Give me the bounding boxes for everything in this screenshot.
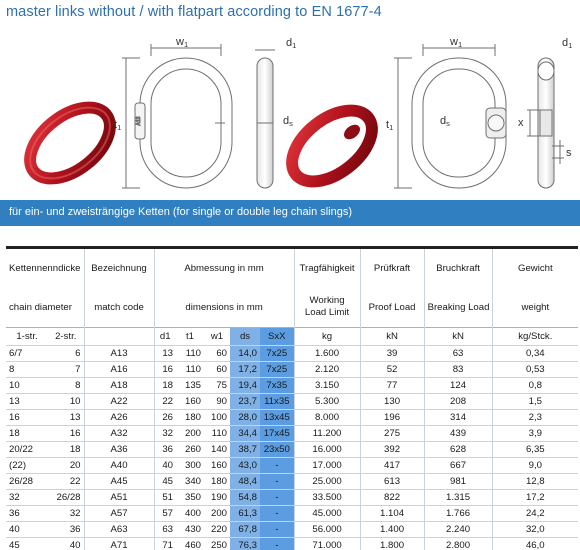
table-cell: 56.000 — [294, 522, 360, 538]
header-code-en: match code — [84, 288, 154, 328]
table-cell: 10 — [6, 378, 48, 394]
table-cell: A63 — [84, 522, 154, 538]
specification-table-wrap — [6, 246, 578, 550]
subheader-sxx: SxX — [260, 328, 294, 346]
table-row — [6, 362, 578, 378]
table-cell: 33.500 — [294, 490, 360, 506]
specification-table — [6, 246, 578, 550]
subheader-kg: kg — [294, 328, 360, 346]
subheader-kn-proof: kN — [360, 328, 424, 346]
table-cell: 1.315 — [424, 490, 492, 506]
header-chain-de: Kettennenndicke — [6, 248, 84, 288]
table-cell: 76,3 — [230, 538, 260, 550]
table-row — [6, 410, 578, 426]
table-cell: 18 — [48, 442, 84, 458]
table-cell: 14,0 — [230, 346, 260, 362]
link-side-left — [255, 50, 275, 188]
table-cell: 124 — [424, 378, 492, 394]
link-outline-right — [394, 44, 506, 188]
label-w1-left: w1 — [176, 36, 189, 49]
label-d1-left: d1 — [286, 37, 297, 50]
table-cell: A40 — [84, 458, 154, 474]
table-cell: 13 — [154, 346, 176, 362]
table-cell: 822 — [360, 490, 424, 506]
table-cell: 77 — [360, 378, 424, 394]
table-cell: 2,3 — [492, 410, 578, 426]
table-cell: 38,7 — [230, 442, 260, 458]
technical-drawing-svg — [0, 28, 580, 198]
table-cell: 0,53 — [492, 362, 578, 378]
table-cell: 1.400 — [360, 522, 424, 538]
table-cell: 54,8 — [230, 490, 260, 506]
table-cell: A57 — [84, 506, 154, 522]
table-cell: 5.300 — [294, 394, 360, 410]
table-cell: 260 — [176, 442, 204, 458]
table-cell: 100 — [204, 410, 230, 426]
header-break-de: Bruchkraft — [424, 248, 492, 288]
table-cell: - — [260, 474, 294, 490]
table-cell: 40 — [48, 538, 84, 550]
table-cell: - — [260, 490, 294, 506]
red-link-right — [279, 96, 385, 195]
table-cell: 32 — [6, 490, 48, 506]
table-cell: A13 — [84, 346, 154, 362]
label-s: s — [566, 147, 572, 159]
table-cell: A16 — [84, 362, 154, 378]
table-cell: 67,8 — [230, 522, 260, 538]
table-cell: 17.000 — [294, 458, 360, 474]
table-row — [6, 490, 578, 506]
table-row — [6, 522, 578, 538]
label-x: x — [518, 117, 524, 129]
table-cell: 32,0 — [492, 522, 578, 538]
table-cell: 45 — [6, 538, 48, 550]
label-d1-right: d1 — [562, 37, 573, 50]
table-cell: 83 — [424, 362, 492, 378]
table-cell: 52 — [360, 362, 424, 378]
table-cell: 63 — [154, 522, 176, 538]
table-cell: 180 — [204, 474, 230, 490]
header-dims-de: Abmessung in mm — [154, 248, 294, 288]
table-cell: 340 — [176, 474, 204, 490]
table-cell: 60 — [204, 362, 230, 378]
header-row-en — [6, 288, 578, 328]
header-chain-en: chain diameter — [9, 301, 72, 313]
table-cell: 34,4 — [230, 426, 260, 442]
subheader-1str: 1-str. — [6, 328, 48, 346]
subheader-code — [84, 328, 154, 346]
table-cell: 460 — [176, 538, 204, 550]
table-cell: 3.150 — [294, 378, 360, 394]
table-cell: 28,0 — [230, 410, 260, 426]
table-cell: 71 — [154, 538, 176, 550]
label-ds-left: ds — [283, 115, 293, 128]
table-cell: 17,2 — [230, 362, 260, 378]
table-cell: 10 — [48, 394, 84, 410]
table-cell: 3,9 — [492, 426, 578, 442]
table-cell: 45 — [154, 474, 176, 490]
table-cell: 110 — [176, 362, 204, 378]
table-cell: 71.000 — [294, 538, 360, 550]
table-cell: 16 — [154, 362, 176, 378]
table-cell: 2.800 — [424, 538, 492, 550]
table-cell: 439 — [424, 426, 492, 442]
table-cell: A18 — [84, 378, 154, 394]
table-cell: 628 — [424, 442, 492, 458]
table-cell: 13 — [6, 394, 48, 410]
table-cell: 48,4 — [230, 474, 260, 490]
table-cell: 981 — [424, 474, 492, 490]
table-cell: 160 — [204, 458, 230, 474]
table-cell: 61,3 — [230, 506, 260, 522]
table-cell: A36 — [84, 442, 154, 458]
table-cell: 18 — [6, 426, 48, 442]
table-cell: 110 — [176, 346, 204, 362]
table-cell: 11.200 — [294, 426, 360, 442]
table-cell: 7x35 — [260, 378, 294, 394]
subheader-t1: t1 — [176, 328, 204, 346]
table-cell: 130 — [360, 394, 424, 410]
table-cell: 51 — [154, 490, 176, 506]
table-cell: 17x45 — [260, 426, 294, 442]
header-proof-en: Proof Load — [360, 288, 424, 328]
table-cell: 0,34 — [492, 346, 578, 362]
table-cell: A51 — [84, 490, 154, 506]
table-cell: 350 — [176, 490, 204, 506]
table-cell: A32 — [84, 426, 154, 442]
table-cell: 6/7 — [6, 346, 48, 362]
table-cell: 160 — [176, 394, 204, 410]
table-row — [6, 458, 578, 474]
table-cell: 7x25 — [260, 346, 294, 362]
label-t1-left: t1 — [114, 119, 122, 132]
table-cell: 392 — [360, 442, 424, 458]
table-cell: 2.240 — [424, 522, 492, 538]
table-cell: 36 — [6, 506, 48, 522]
table-cell: 140 — [204, 442, 230, 458]
label-w1-right: w1 — [450, 36, 463, 49]
table-row — [6, 426, 578, 442]
table-cell: 1.600 — [294, 346, 360, 362]
table-cell: 19,4 — [230, 378, 260, 394]
header-break-en: Breaking Load — [424, 288, 492, 328]
table-cell: 32 — [48, 506, 84, 522]
label-t1-right: t1 — [386, 119, 394, 132]
subheader-kg-stck: kg/Stck. — [492, 328, 578, 346]
table-cell: 23x50 — [260, 442, 294, 458]
table-row — [6, 378, 578, 394]
table-cell: 1.766 — [424, 506, 492, 522]
table-cell: 20 — [48, 458, 84, 474]
header-row-units — [6, 328, 578, 346]
header-proof-de: Prüfkraft — [360, 248, 424, 288]
table-row — [6, 538, 578, 550]
table-cell: 26/28 — [6, 474, 48, 490]
table-row — [6, 346, 578, 362]
table-cell: 200 — [176, 426, 204, 442]
table-cell: 22 — [154, 394, 176, 410]
table-cell: 200 — [204, 506, 230, 522]
table-cell: 63 — [424, 346, 492, 362]
table-cell: - — [260, 506, 294, 522]
table-cell: 40 — [6, 522, 48, 538]
table-cell: 22 — [48, 474, 84, 490]
page-title: master links without / with flatpart according to EN 1677-4 — [6, 4, 382, 20]
table-cell: - — [260, 458, 294, 474]
header-code-de: Bezeichnung — [84, 248, 154, 288]
table-cell: 13 — [48, 410, 84, 426]
section-banner: für ein- und zweisträngige Ketten (for single or double leg chain slings) — [0, 200, 580, 226]
subheader-2str: 2-str. — [48, 328, 84, 346]
table-cell: 24,2 — [492, 506, 578, 522]
table-cell: 250 — [204, 538, 230, 550]
table-cell: 60 — [204, 346, 230, 362]
table-cell: 667 — [424, 458, 492, 474]
table-cell: 300 — [176, 458, 204, 474]
table-cell: 1,5 — [492, 394, 578, 410]
table-cell: 36 — [48, 522, 84, 538]
table-cell: 208 — [424, 394, 492, 410]
header-weight-de: Gewicht — [492, 248, 578, 288]
table-cell: 430 — [176, 522, 204, 538]
table-cell: 314 — [424, 410, 492, 426]
link-outline-left — [122, 44, 232, 188]
subheader-w1: w1 — [204, 328, 230, 346]
table-row — [6, 506, 578, 522]
table-cell: (22) — [6, 458, 48, 474]
table-cell: 135 — [176, 378, 204, 394]
table-cell: 32 — [154, 426, 176, 442]
table-cell: 16.000 — [294, 442, 360, 458]
svg-text:A13: A13 — [136, 116, 142, 126]
table-cell: 8.000 — [294, 410, 360, 426]
table-cell: 1.104 — [360, 506, 424, 522]
table-cell: 11x35 — [260, 394, 294, 410]
table-cell: 6,35 — [492, 442, 578, 458]
header-wll-de: Tragfähigkeit — [294, 248, 360, 288]
table-row — [6, 474, 578, 490]
table-cell: 36 — [154, 442, 176, 458]
header-weight-en: weight — [492, 288, 578, 328]
table-cell: 16 — [6, 410, 48, 426]
table-cell: 196 — [360, 410, 424, 426]
table-cell: 40 — [154, 458, 176, 474]
table-cell: 6 — [48, 346, 84, 362]
table-cell: 180 — [176, 410, 204, 426]
label-ds-right: ds — [440, 115, 450, 128]
table-cell: A26 — [84, 410, 154, 426]
table-cell: 13x45 — [260, 410, 294, 426]
table-cell: 8 — [6, 362, 48, 378]
table-cell: 275 — [360, 426, 424, 442]
subheader-d1: d1 — [154, 328, 176, 346]
table-cell: 7x25 — [260, 362, 294, 378]
table-cell: 25.000 — [294, 474, 360, 490]
subheader-ds: ds — [230, 328, 260, 346]
table-cell: 46,0 — [492, 538, 578, 550]
table-cell: 417 — [360, 458, 424, 474]
table-row — [6, 442, 578, 458]
header-wll-en: Working Load Limit — [294, 288, 360, 328]
table-cell: 613 — [360, 474, 424, 490]
table-cell: 16 — [48, 426, 84, 442]
table-cell: - — [260, 522, 294, 538]
table-cell: 17,2 — [492, 490, 578, 506]
table-cell: 57 — [154, 506, 176, 522]
table-cell: 8 — [48, 378, 84, 394]
red-link-left — [17, 93, 123, 192]
table-cell: 190 — [204, 490, 230, 506]
table-cell: 90 — [204, 394, 230, 410]
table-cell: 110 — [204, 426, 230, 442]
header-row-de — [6, 248, 578, 288]
table-cell: 1.800 — [360, 538, 424, 550]
table-cell: 400 — [176, 506, 204, 522]
table-cell: 23,7 — [230, 394, 260, 410]
table-cell: 9,0 — [492, 458, 578, 474]
table-cell: A71 — [84, 538, 154, 550]
table-cell: 0,8 — [492, 378, 578, 394]
master-link-drawing — [0, 28, 580, 198]
table-row — [6, 394, 578, 410]
table-cell: A45 — [84, 474, 154, 490]
table-cell: 220 — [204, 522, 230, 538]
table-cell: A22 — [84, 394, 154, 410]
table-cell: 2.120 — [294, 362, 360, 378]
link-side-right — [527, 58, 564, 188]
table-cell: 45.000 — [294, 506, 360, 522]
table-cell: 43,0 — [230, 458, 260, 474]
table-cell: 18 — [154, 378, 176, 394]
table-cell: 26/28 — [48, 490, 84, 506]
table-cell: 39 — [360, 346, 424, 362]
table-cell: 75 — [204, 378, 230, 394]
table-cell: 20/22 — [6, 442, 48, 458]
table-cell: - — [260, 538, 294, 550]
table-cell: 12,8 — [492, 474, 578, 490]
subheader-kn-break: kN — [424, 328, 492, 346]
table-cell: 7 — [48, 362, 84, 378]
table-cell: 26 — [154, 410, 176, 426]
header-dims-en: dimensions in mm — [154, 288, 294, 328]
